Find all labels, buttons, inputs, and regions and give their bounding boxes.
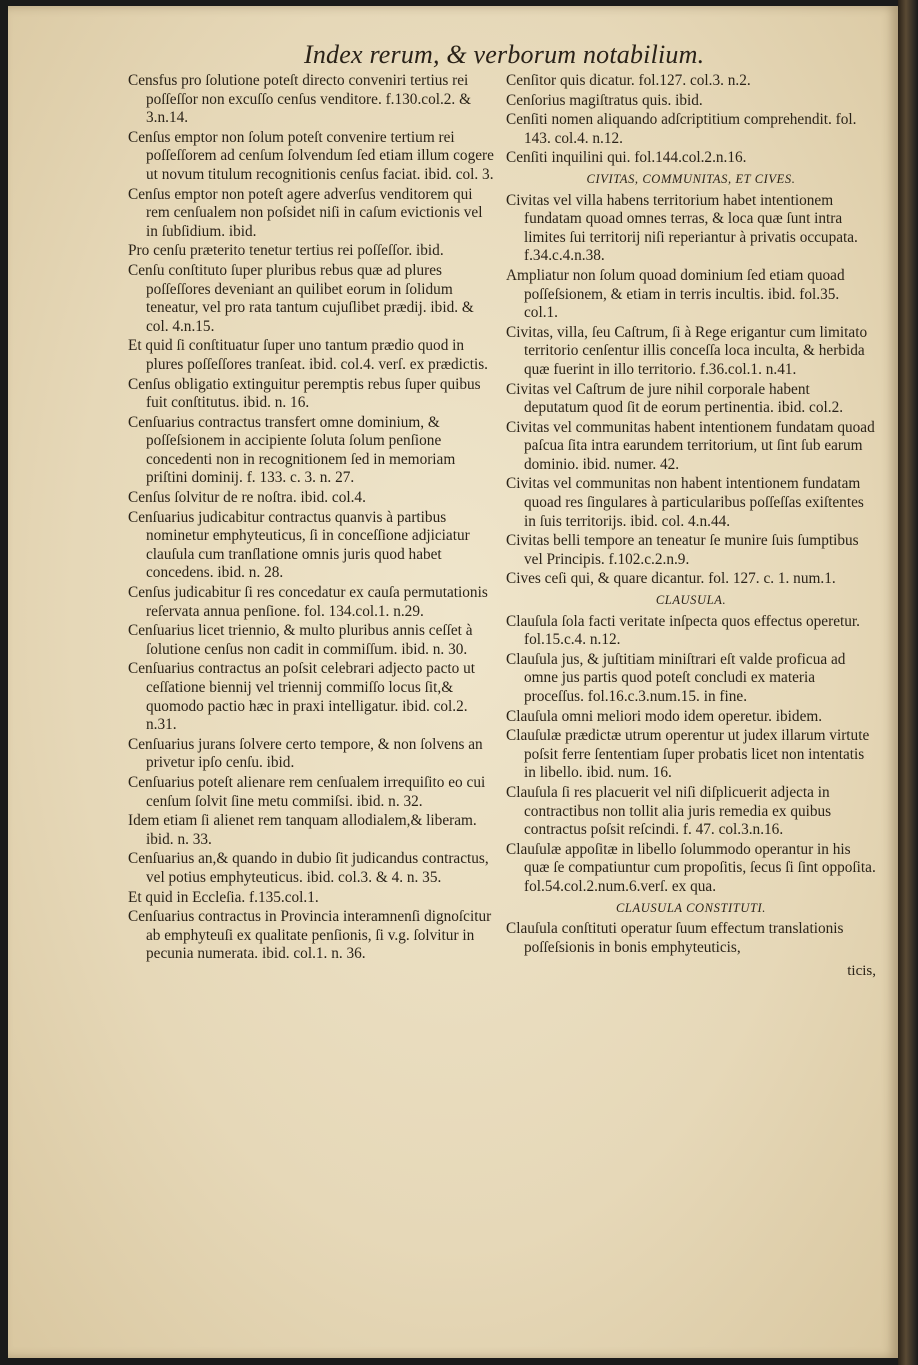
index-entry: Pro cenſu præterito tenetur tertius rei poſſeſſor. ibid. bbox=[128, 242, 444, 260]
index-entry: Clauſulæ prædictæ utrum operentur ut judex illarum virtute poſsit ferre ſententiam ſuper probatis licet non intentatis in libello. ibid. num. 16. bbox=[506, 727, 870, 782]
index-entry: Cenſuarius an,& quando in dubio ſit judicandus contractus, vel potius emphyteuticus. ibid. col.3. & 4. n. 35. bbox=[128, 850, 489, 886]
index-entry: Cenſuarius contractus in Provincia interamnenſi dignoſcitur ab emphyteuſi ex qualitate penſionis, ſi v.g. ſolvitur in pecunia numerata. ibid. col.1. n. 36. bbox=[128, 908, 492, 963]
index-entry: Cenſu conſtituto ſuper pluribus rebus quæ ad plures poſſeſſores deveniant an quilibet eorum in ſolidum teneatur, vel pro rata tantum cujuſlibet prædij. ibid. & col. 4.n.15. bbox=[128, 261, 474, 335]
catchword: ticis, bbox=[847, 962, 876, 979]
index-entry: Cenſuarius contractus an poſsit celebrari adjecto pacto ut ceſſatione biennij vel triennij commiſſo locus ſit,& quomodo pactio hæc in praxi intelligatur. ibid. col.2. n.31. bbox=[128, 660, 476, 734]
section-heading: CIVITAS, COMMUNITAS, ET CIVES. bbox=[586, 171, 796, 186]
index-entry: Cenſiti nomen aliquando adſcriptitium comprehendit. fol. 143. col.4. n.12. bbox=[506, 111, 857, 147]
index-entry: Cenſus emptor non ſolum poteſt convenire tertium rei poſſeſſorem ad cenſum ſolvendum ſed etiam illum cogere ut novum titulum recognitionis cenſus faciat. ibid. col. 3. bbox=[128, 128, 494, 183]
section-heading: CLAUSULA. bbox=[655, 593, 727, 608]
index-entry: Clauſulæ appoſitæ in libello ſolummodo operantur in his quæ ſe compatiuntur cum propoſitis, ſecus ſi ſint oppoſita. fol.54.col.2.num.6.verſ. ex qua. bbox=[506, 840, 876, 895]
index-entry: Clauſula ſi res placuerit vel niſi diſplicuerit adjecta in contractibus non tollit alia juris remedia ex quibus contractus poſsit reſcindi. f. 47. col.3.n.16. bbox=[506, 783, 832, 839]
index-entry: Cenſus obligatio extinguitur peremptis rebus ſuper quibus fuit conſtitutus. ibid. n. 16. bbox=[128, 375, 481, 412]
index-entry: Cenſuarius poteſt alienare rem cenſualem irrequiſito eo cui cenſum ſolvit ſine metu commiſsi. ibid. n. 32. bbox=[128, 773, 486, 810]
index-entry: Civitas vel Caſtrum de jure nihil corporale habent deputatum quod ſit de eorum pertinentia. ibid. col.2. bbox=[506, 380, 844, 417]
index-entry: Clauſula ſola facti veritate inſpecta quos effectus operetur. fol.15.c.4. n.12. bbox=[506, 612, 860, 649]
index-entry: Ampliatur non ſolum quoad dominium ſed etiam quoad poſſeſsionem, & etiam in terris incultis. ibid. fol.35. col.1. bbox=[506, 266, 845, 322]
index-entry: Cenſus judicabitur ſi res concedatur ex cauſa permutationis reſervata annua penſione. fol. 134.col.1. n.29. bbox=[128, 584, 488, 620]
index-column-right bbox=[506, 72, 876, 979]
book-page bbox=[8, 6, 898, 1358]
index-entry: Idem etiam ſi alienet rem tanquam allodialem,& liberam. ibid. n. 33. bbox=[128, 812, 477, 848]
index-entry: Clauſula conſtituti operatur ſuum effectum translationis poſſeſsionis in bonis emphyteuticis, bbox=[506, 920, 844, 956]
index-entry: Civitas vel communitas habent intentionem fundatam quoad paſcua ſita intra earundem territorium, ut ſint ſub earum dominio. ibid. numer. 42. bbox=[506, 418, 875, 473]
index-entry: Cenſus emptor non poteſt agere adverſus venditorem qui rem cenſualem non poſsidet niſi in caſum evictionis vel in ſubſidium. ibid. bbox=[128, 185, 483, 240]
index-entry: Civitas vel communitas non habent intentionem fundatam quoad res ſingulares à particularibus poſſeſſas exiſtentes in ſuis territorijs. ibid. col. 4.n.44. bbox=[506, 475, 864, 530]
book-binding-edge bbox=[898, 0, 918, 1365]
index-entry: Cenſuarius contractus transfert omne dominium, & poſſeſsionem in accipiente ſoluta ſolum penſione concedenti non in recognitionem ſed in memoriam priſtini dominij. f. 133. c. 3. n. 27. bbox=[128, 413, 456, 487]
index-entry: Cives ceſi qui, & quare dicantur. fol. 127. c. 1. num.1. bbox=[506, 570, 836, 588]
index-column-left bbox=[128, 72, 498, 965]
index-entry: Clauſula omni meliori modo idem operetur. ibidem. bbox=[506, 707, 823, 725]
index-entry: Civitas vel villa habens territorium habet intentionem fundatam quoad omnes terras, & loca quæ ſunt intra limites ſui territorij niſi reperiantur à privatis occupata. f.34.c.4.n.38. bbox=[506, 191, 858, 265]
index-entry: Cenſitor quis dicatur. fol.127. col.3. n.2. bbox=[506, 72, 751, 89]
index-entry: Et quid in Eccleſia. f.135.col.1. bbox=[128, 888, 319, 906]
index-entry: Cenſuarius judicabitur contractus quanvis à partibus nominetur emphyteuticus, ſi in conceſſione adjiciatur clauſula cum tranſlatione omnis juris quod habet concedens. ibid. n. 28. bbox=[128, 508, 470, 582]
index-entry: Cenſorius magiſtratus quis. ibid. bbox=[506, 91, 703, 109]
index-entry: Cenſus ſolvitur de re noſtra. ibid. col.4. bbox=[128, 489, 366, 507]
index-entry: Civitas belli tempore an teneatur ſe munire ſuis ſumptibus vel Principis. f.102.c.2.n.9. bbox=[506, 532, 859, 568]
index-entry: Censfus pro ſolutione poteſt directo conveniri tertius rei poſſeſſor non excuſſo cenſus venditore. f.130.col.2. & 3.n.14. bbox=[128, 72, 471, 127]
index-entry: Clauſula jus, & juſtitiam miniſtrari eſt valde proficua ad omne jus partis quod poteſt concludi ex materia proceſſus. fol.16.c.3.num.15. in fine. bbox=[506, 650, 846, 705]
index-entry: Cenſuarius licet triennio, & multo pluribus annis ceſſet à ſolutione cenſus non cadit in commiſſum. ibid. n. 30. bbox=[128, 622, 473, 658]
index-entry: Civitas, villa, ſeu Caſtrum, ſi à Rege erigantur cum limitato territorio cenſentur illis conceſſa loca inculta, & herbida quæ fuerint in illo territorio. f.36.col.1. n.41. bbox=[506, 323, 868, 378]
index-entry: Cenſuarius jurans ſolvere certo tempore, & non ſolvens an privetur ipſo cenſu. ibid. bbox=[128, 735, 483, 772]
index-entry: Et quid ſi conſtituatur ſuper uno tantum prædio quod in plures poſſeſſores tranſeat. ibid. col.4. verſ. ex prædictis. bbox=[128, 337, 488, 373]
section-heading: CLAUSULA CONSTITUTI. bbox=[615, 900, 766, 915]
page-title: Index rerum, & verborum notabilium. bbox=[304, 40, 705, 69]
index-entry: Cenſiti inquilini qui. fol.144.col.2.n.16. bbox=[506, 149, 747, 167]
